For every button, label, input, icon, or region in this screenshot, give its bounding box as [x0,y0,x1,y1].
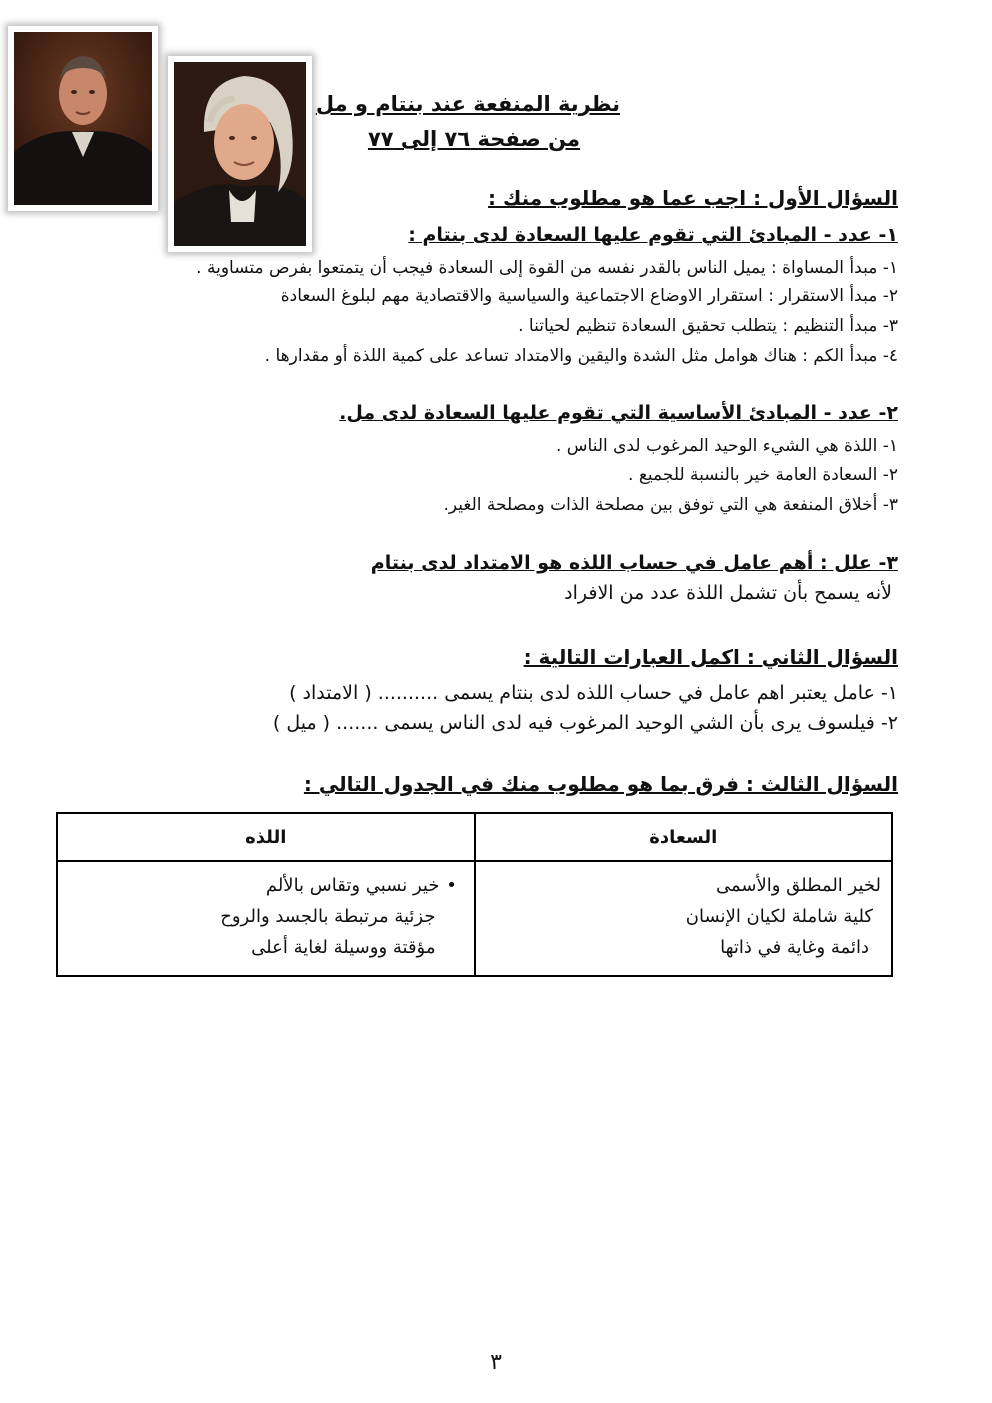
q1-part1-item: ١- مبدأ المساواة : يميل الناس بالقدر نفسه من القوة إلى السعادة فيجب أن يتمتعوا بفرص متساوية . [196,258,898,278]
q1-part2-item: ٣- أخلاق المنفعة هي التي توفق بين مصلحة الذات ومصلحة الغير. [443,495,898,515]
q3-heading: السؤال الثالث : فرق بما هو مطلوب منك في الجدول التالي : [303,772,898,796]
q1-part1-item: ٤- مبدأ الكم : هناك هوامل مثل الشدة واليقين والامتداد تساعد على كمية اللذة أو مقدارها . [264,346,898,366]
pleasure-item: خير نسبي وتقاس بالألم [265,875,440,896]
happiness-cell [475,861,893,976]
header-pleasure: اللذه [57,813,475,861]
pleasure-bullet-line [68,870,464,901]
portrait-bentham-icon [174,62,306,246]
page-number: ٣ [490,1350,502,1375]
pleasure-item: جزئية مرتبطة بالجسد والروح [220,906,436,927]
happiness-item: كلية شاملة لكيان الإنسان [685,906,873,927]
q1-part3-answer: لأنه يسمح بأن تشمل اللذة عدد من الافراد [564,582,892,604]
page-subtitle: من صفحة ٧٦ إلى ٧٧ [367,127,580,151]
q1-part1-item: ٢- مبدأ الاستقرار : استقرار الاوضاع الاجتماعية والسياسية والاقتصادية مهم لبلوغ السعادة [280,286,898,306]
portrait-bentham [168,56,312,252]
portrait-mill [8,26,158,211]
pleasure-item: مؤقتة ووسيلة لغاية أعلى [251,937,436,958]
pleasure-cell [57,861,475,976]
comparison-table [56,812,893,977]
happiness-item: دائمة وغاية في ذاتها [720,937,869,958]
q1-part3-heading: ٣- علل : أهم عامل في حساب اللذه هو الامتداد لدى بنتام [370,552,898,574]
portrait-mill-icon [14,32,152,205]
q1-part1-heading: ١- عدد - المبادئ التي تقوم عليها السعادة لدى بنتام : [408,224,898,246]
q1-part1-item: ٣- مبدأ التنظيم : يتطلب تحقيق السعادة تنظيم لحياتنا . [518,316,898,336]
q2-heading: السؤال الثاني : اكمل العبارات التالية : [523,645,898,669]
q2-item: ١- عامل يعتبر اهم عامل في حساب اللذه لدى بنتام يسمى .......... ( الامتداد ) [289,682,898,704]
page-title: نظرية المنفعة عند بنتام و مل [315,92,620,116]
bullet-icon: • [446,875,457,896]
table-header-row [57,813,892,861]
q2-item: ٢- فيلسوف يرى بأن الشي الوحيد المرغوب فيه لدى الناس يسمى ....... ( ميل ) [272,712,898,734]
q1-part2-item: ١- اللذة هي الشيء الوحيد المرغوب لدى الناس . [555,436,898,456]
happiness-item: لخير المطلق والأسمى [716,875,881,896]
table-row [57,861,892,976]
q1-part2-heading: ٢- عدد - المبادئ الأساسية التي تقوم عليها السعادة لدى مل. [339,402,898,424]
q1-part2-item: ٢- السعادة العامة خير بالنسبة للجميع . [628,465,898,485]
q1-heading: السؤال الأول : اجب عما هو مطلوب منك : [488,186,898,210]
header-happiness: السعادة [475,813,893,861]
